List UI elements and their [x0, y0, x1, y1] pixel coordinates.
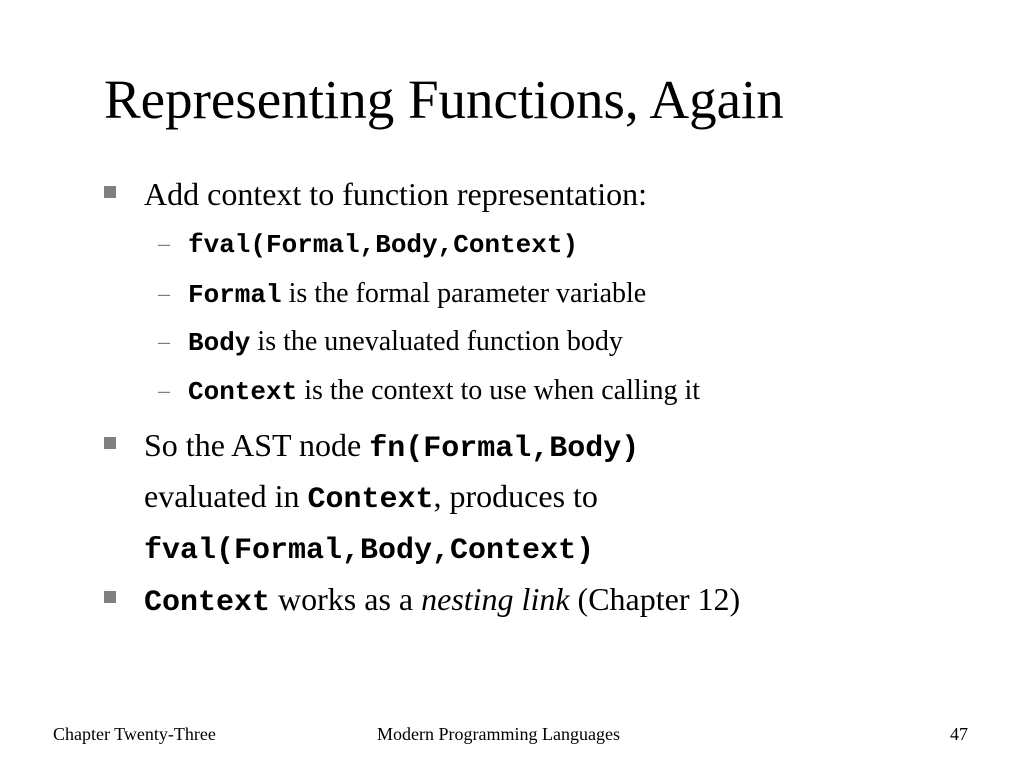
- code-fragment: Body: [188, 328, 251, 358]
- square-bullet-icon: [104, 591, 116, 603]
- bullet-text-part: works as a: [270, 581, 422, 617]
- bullet-line-1: [144, 422, 639, 473]
- bullet-text: [144, 422, 639, 575]
- sub-bullet-text: [188, 274, 646, 315]
- square-bullet-icon: [104, 437, 116, 449]
- sub-bullet-rest: is the context to use when calling it: [297, 375, 701, 406]
- slide-title: Representing Functions, Again: [104, 69, 784, 130]
- code-fragment: Formal: [188, 280, 282, 310]
- code-fragment: fval(Formal,Body,Context): [144, 534, 595, 568]
- footer-course-title: Modern Programming Languages: [377, 724, 620, 744]
- dash-bullet-icon: –: [158, 329, 170, 355]
- code-fragment: fn(Formal,Body): [369, 432, 640, 466]
- sub-bullet-text: [188, 371, 700, 412]
- bullet-line-text: evaluated in: [144, 478, 308, 514]
- bullet-line-2: [144, 473, 639, 524]
- bullet-text: [144, 576, 740, 627]
- sub-bullet-text: [188, 224, 578, 265]
- square-bullet-icon: [104, 186, 116, 198]
- bullet-line-3: [144, 524, 639, 575]
- dash-bullet-icon: –: [158, 378, 170, 404]
- bullet-line-rest: , produces to: [433, 478, 598, 514]
- code-fragment: fval(Formal,Body,Context): [188, 230, 579, 260]
- footer-chapter: Chapter Twenty-Three: [53, 724, 216, 744]
- sub-bullet-rest: is the unevaluated function body: [250, 326, 623, 357]
- bullet-text: Add context to function representation:: [144, 176, 647, 212]
- code-fragment: Context: [307, 483, 434, 517]
- footer-page-number: 47: [950, 724, 968, 744]
- bullet-line-text: So the AST node: [144, 427, 370, 463]
- bullet-text-rest: (Chapter 12): [569, 581, 741, 617]
- dash-bullet-icon: –: [158, 231, 170, 257]
- sub-bullet-text: [188, 322, 623, 363]
- dash-bullet-icon: –: [158, 281, 170, 307]
- code-fragment: Context: [144, 586, 271, 620]
- code-fragment: Context: [188, 377, 298, 407]
- italic-term: nesting link: [421, 581, 570, 617]
- sub-bullet-rest: is the formal parameter variable: [281, 278, 647, 309]
